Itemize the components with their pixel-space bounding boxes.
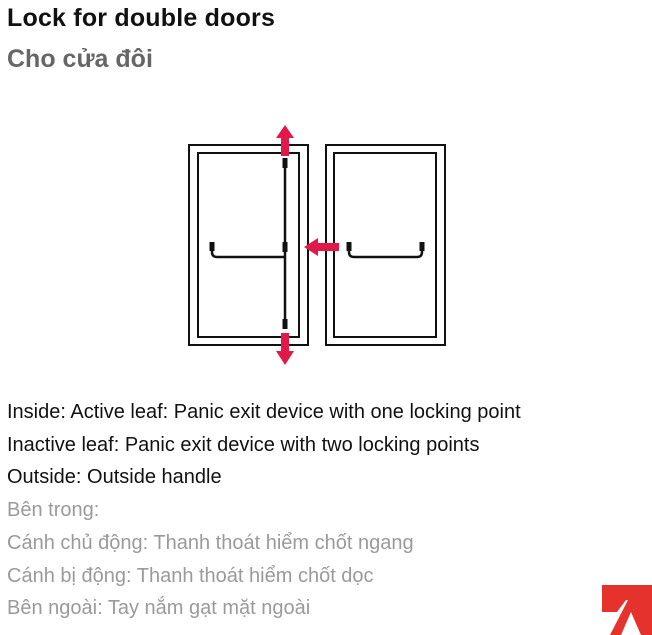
description-vi-line: Cánh chủ động: Thanh thoát hiểm chốt ngang bbox=[7, 531, 414, 554]
page-subtitle: Cho cửa đôi bbox=[7, 45, 153, 73]
page-title: Lock for double doors bbox=[7, 4, 276, 32]
description-en-line: Inactive leaf: Panic exit device with two locking points bbox=[7, 433, 480, 456]
description-vi-line: Bên ngoài: Tay nắm gạt mặt ngoài bbox=[7, 597, 311, 620]
description-en-line: Inside: Active leaf: Panic exit device with one locking point bbox=[7, 401, 521, 423]
description-en-line: Outside: Outside handle bbox=[7, 466, 222, 489]
description-vi-line: Cánh bị động: Thanh thoát hiểm chốt dọc bbox=[7, 564, 374, 587]
description-vi-line: Bên trong: bbox=[7, 499, 100, 522]
